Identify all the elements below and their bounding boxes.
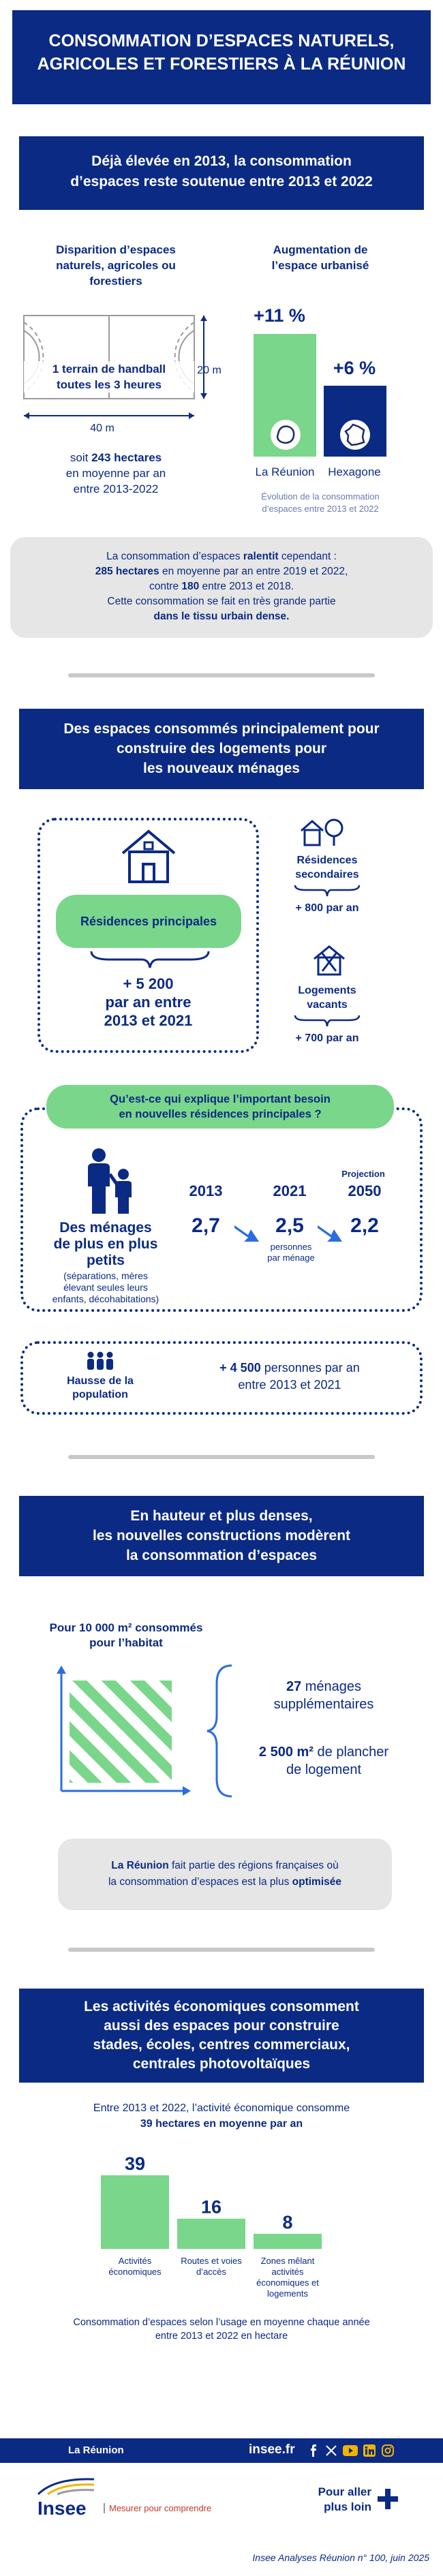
bar-hexagone-value: +6 %: [333, 358, 376, 378]
bar-hexagone-label: Hexagone: [328, 465, 381, 478]
plus-icon[interactable]: [376, 2487, 399, 2511]
separator: [68, 673, 375, 677]
dimension-height: 20 m: [197, 365, 222, 376]
land-area-icon: [55, 1663, 198, 1799]
population-value: + 4 500 personnes par an entre 2013 et 2021: [219, 1361, 360, 1392]
vacant-housing-icon: [312, 944, 346, 977]
category-label: économiques et: [256, 2278, 319, 2288]
page-title: CONSOMMATION D’ESPACES NATURELS, AGRICOLES ET FORESTIERS À LA RÉUNION: [37, 31, 406, 74]
bar-value-label: 16: [200, 2196, 222, 2218]
secondary-residence-icon: [300, 816, 345, 848]
bar-reunion-label: La Réunion: [255, 465, 315, 478]
category-label: logements: [267, 2288, 308, 2299]
facebook-icon[interactable]: [308, 2444, 319, 2457]
menages-heading: Des ménages de plus en plus petits: [53, 1220, 158, 1268]
slowdown-box: La consommation d’espaces ralentit cependant : 285 hectares en moyenne par an entre 2019 et 2022, contre 180 entre 2013 et 2018. Cette consommation se fait en très grande partie dans le tissu urbain dense.: [10, 537, 433, 638]
handball-label: 1 terrain de handball toutes les 3 heures: [24, 361, 194, 393]
category-label: Zones mêlant: [260, 2256, 315, 2266]
optimisation-box: La Réunion fait partie des régions françaises où la consommation d’espaces est la plus optimisée: [58, 1839, 392, 1910]
curly-brace-icon: [204, 1663, 237, 1799]
youtube-icon[interactable]: [343, 2445, 358, 2456]
bar-value-label: 8: [282, 2211, 293, 2233]
bar-2: [177, 2219, 245, 2249]
bar-reunion-value: +11 %: [254, 305, 305, 326]
insee-logo-icon: [35, 2475, 97, 2496]
bar-value-label: 39: [124, 2153, 146, 2174]
brace-icon-small: [293, 883, 361, 898]
category-label: Routes et voies: [181, 2256, 242, 2266]
per-household-label: personnes par ménage: [267, 1242, 315, 1263]
bar-1: [101, 2175, 169, 2249]
brace-icon: [89, 949, 211, 970]
insee-brand: Insee: [37, 2498, 87, 2519]
brace-icon-small: [293, 1013, 361, 1028]
category-label: économiques: [108, 2267, 162, 2277]
economic-bar-chart: [82, 2153, 354, 2310]
publication-reference: Insee Analyses Réunion n° 100, juin 2025: [252, 2552, 429, 2563]
plancher-logement: 2 500 m² de plancher de logement: [258, 1745, 389, 1777]
disparition-heading: Disparition d’espaces naturels, agricoles ou forestiers: [56, 243, 176, 288]
linkedin-icon[interactable]: [363, 2444, 376, 2457]
category-label: d’accès: [196, 2267, 227, 2277]
category-label: Activités: [118, 2256, 152, 2266]
footer-site-link[interactable]: insee.fr: [249, 2442, 295, 2457]
menages-note: (séparations, mères élevant seules leurs enfants, décohabitations): [52, 1270, 159, 1304]
section4-title: Les activités économiques consomment aussi des espaces pour construire stades, écoles, centres commerciaux, centrales photovoltaïques: [19, 1989, 424, 2083]
footer-region: La Réunion: [68, 2444, 124, 2456]
category-label: activités: [271, 2267, 304, 2277]
value-2013: 2,7: [192, 1214, 220, 1237]
projection-label: Projection: [341, 1169, 385, 1179]
footer-bar: [0, 2438, 443, 2463]
house-icon: [117, 826, 180, 886]
menages-supplementaires: 27 ménages supplémentaires: [273, 1679, 374, 1712]
year-2021: 2021: [273, 1182, 307, 1199]
population-label: Hausse de la population: [67, 1375, 134, 1400]
separator: [68, 1948, 375, 1952]
more-info-label[interactable]: Pour aller plus loin: [318, 2485, 371, 2513]
year-2013: 2013: [189, 1182, 223, 1199]
page-header: [12, 10, 431, 104]
for-habitat-heading: Pour 10 000 m² consommés pour l’habitat: [49, 1621, 203, 1649]
economic-chart-note: Consommation d’espaces selon l’usage en moyenne chaque année entre 2013 et 2022 en hectare: [73, 2317, 370, 2342]
bar-3: [254, 2234, 322, 2249]
population-icon: [85, 1351, 115, 1371]
question-label: Qu’est-ce qui explique l’important besoin en nouvelles résidences principales ?: [46, 1085, 394, 1129]
value-2021: 2,5: [275, 1214, 304, 1237]
augmentation-heading: Augmentation de l’espace urbanisé: [271, 243, 369, 272]
reunion-map-icon: [270, 419, 301, 450]
x-icon[interactable]: [326, 2445, 337, 2456]
hexagone-map-icon: [339, 419, 371, 450]
chart-note: Évolution de la consommation d’espaces entre 2013 et 2022: [261, 491, 380, 514]
residences-principales-value: + 5 200 par an entre 2013 et 2021: [104, 975, 193, 1029]
section1-title: Déjà élevée en 2013, la consommation d’espaces reste soutenue entre 2013 et 2022: [19, 136, 424, 210]
dimension-width: 40 m: [90, 423, 114, 434]
section2-title: Des espaces consommés principalement pour construire des logements pour les nouveaux ménages: [19, 709, 424, 789]
logements-vacants-label: Logements vacants: [298, 985, 356, 1011]
logements-vacants-value: + 700 par an: [295, 1032, 359, 1044]
average-consumption: soit 243 hectares en moyenne par an entre 2013-2022: [65, 451, 166, 495]
section3-title: En hauteur et plus denses, les nouvelles constructions modèrent la consommation d’espaces: [19, 1496, 424, 1576]
residences-secondaires-value: + 800 par an: [295, 902, 359, 914]
value-2050: 2,2: [350, 1214, 379, 1237]
insee-tagline: Mesurer pour comprendre: [104, 2503, 211, 2513]
economic-intro: Entre 2013 et 2022, l’activité économique consomme 39 hectares en moyenne par an: [93, 2102, 350, 2130]
family-icon: [78, 1147, 141, 1215]
residences-principales-label: Résidences principales: [56, 895, 241, 948]
instagram-icon[interactable]: [382, 2444, 394, 2457]
separator: [68, 1455, 375, 1459]
year-2050: 2050: [348, 1182, 382, 1199]
residences-secondaires-label: Résidences secondaires: [295, 855, 359, 880]
